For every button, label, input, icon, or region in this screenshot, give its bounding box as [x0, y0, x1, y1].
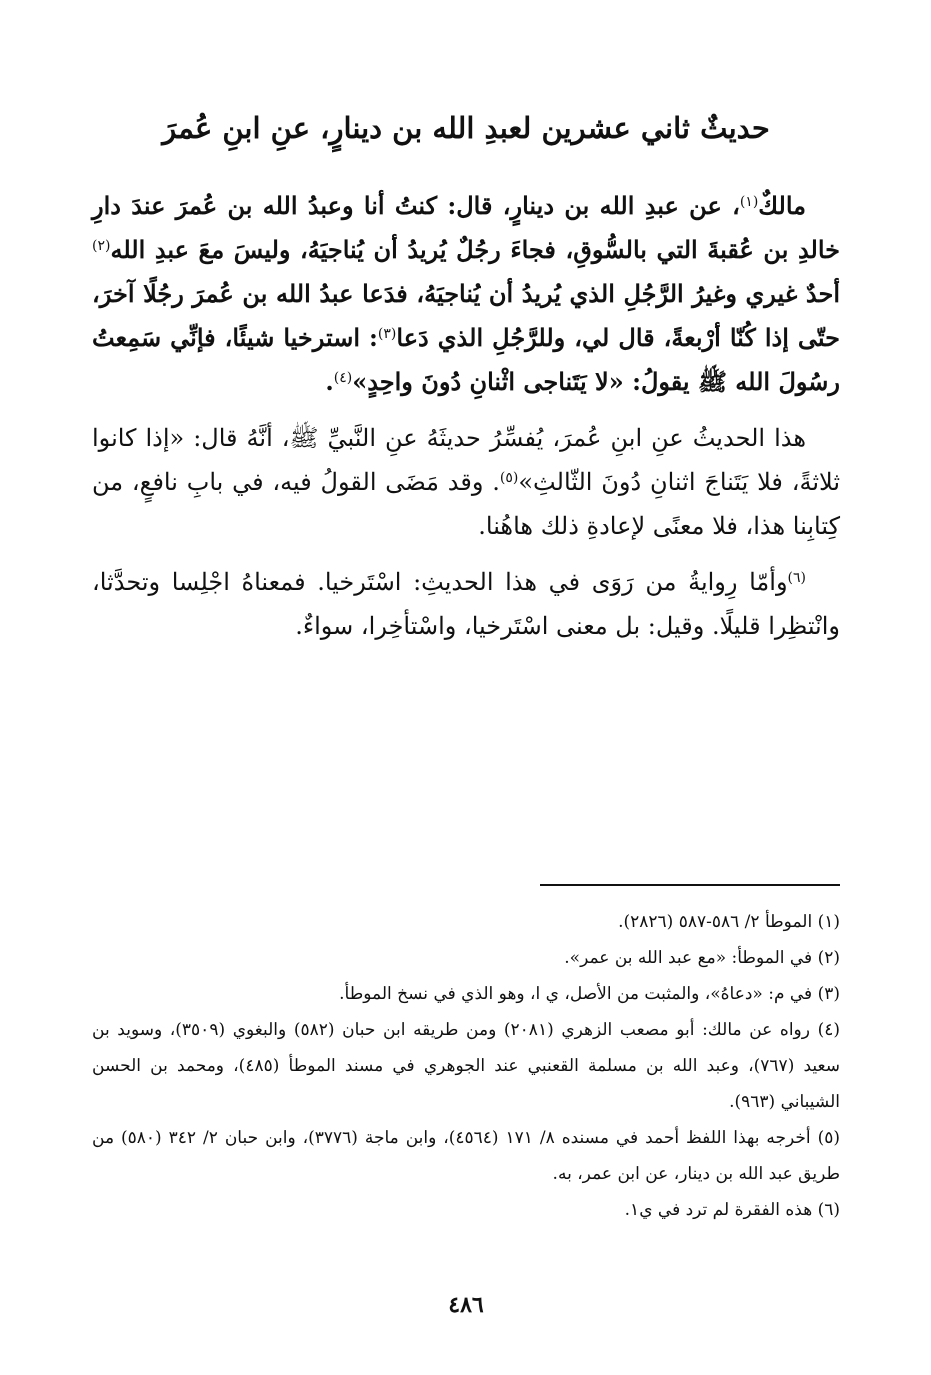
paragraph-riwaya [92, 560, 840, 648]
footnote-2: (٢) في الموطأ: «مع عبد الله بن عمر». [564, 948, 840, 968]
footnote-ref[interactable]: (٣) [377, 326, 397, 342]
footnote-ref[interactable]: (٢) [92, 238, 111, 254]
footnote-4: (٤) رواه عن مالك: أبو مصعب الزهري (٢٠٨١) ومن طريقه ابن حبان (٥٨٢) والبغوي (٣٥٠٩)، وسويد بن سعيد (٧٦٧)، وعبد الله بن مسلمة القعنبي عند الجوهري في مسند الموطأ (٤٨٥)، ومحمد بن الحسن الشيباني (٩٦٣). [92, 1020, 840, 1112]
text-segment: مالكٌ [758, 191, 806, 220]
text-segment: . وقد مَضَى القولُ فيه، في بابِ نافعٍ، من كِتابِنا هذا، فلا معنًى لإعادةِ ذلك هاهُنا. [92, 468, 840, 540]
footnote-ref[interactable]: (١) [739, 194, 759, 210]
footnote-3: (٣) في م: «دعاهُ»، والمثبت من الأصل، ي ا، وهو الذي في نسخ الموطأ. [339, 984, 840, 1004]
paragraph-commentary [92, 416, 840, 548]
footnote-ref[interactable]: (٤) [333, 370, 353, 386]
paragraph-hadith-text [92, 184, 840, 404]
footnote-ref[interactable]: (٦) [787, 570, 806, 586]
footnote-5: (٥) أخرجه بهذا اللفظ أحمد في مسنده ٨/ ١٧١ (٤٥٦٤)، وابن ماجة (٣٧٧٦)، وابن حبان ٢/ ٣٤٢ (٥٨٠) من طريق عبد الله بن دينار، عن ابن عمر، به. [92, 1128, 841, 1184]
footnote-6: (٦) هذه الفقرة لم ترد في ي١. [624, 1200, 840, 1220]
page-number: ٤٨٦ [448, 1292, 484, 1318]
text-segment: ، عن عبدِ الله بن دينارٍ، قال: كنتُ أنا وعبدُ الله بن عُمرَ عندَ دارِ خالدِ بن عُقبةَ التي بالسُّوقِ، فجاءَ رجُلٌ يُريدُ أن يُناجيَهُ، وليسَ معَ عبدِ الله [92, 191, 840, 264]
book-page [92, 96, 840, 1346]
footnotes-section [92, 904, 840, 1228]
text-segment: أحدٌ غيري وغيرُ الرَّجُلِ الذي يُريدُ أن يُناجيَهُ، فدَعا عبدُ الله بن عُمرَ رجُلًا آخرَ، حتّى إذا كُنّا أرْبعةً، قال لي، وللرَّجُلِ الذي دَعا [92, 279, 840, 352]
text-segment: وأمّا رِوايةُ من رَوَى في هذا الحديثِ: اسْتَرخيا. فمعناهُ اجْلِسا وتحدَّثا، وانْتظِرا قليلًا. وقيل: بل معنى اسْتَرخيا، واسْتأخِرا، سواءٌ. [92, 568, 840, 640]
footnote-1: (١) الموطأ ٢/ ٥٨٦-٥٨٧ (٢٨٢٦). [618, 912, 840, 932]
text-segment: . [325, 367, 334, 396]
text-segment: هذا الحديثُ عنِ ابنِ عُمرَ، يُفسِّرُ حديثَهُ عنِ النَّبيِّ ﷺ، أنَّهُ قال: «إذا كانوا ثلاثةً، فلا يَتَناجَ اثنانِ دُونَ الثّالثِ» [92, 424, 841, 496]
hadith-title: حديثٌ ثاني عشرين لعبدِ الله بن دينارٍ، عنِ ابنِ عُمرَ [162, 111, 770, 145]
footnote-ref[interactable]: (٥) [499, 470, 519, 486]
text-segment: : استرخيا شيئًا، فإنِّي سَمِعتُ رسُولَ الله ﷺ يقولُ: «لا يَتَناجى اثْنانِ دُونَ واحِدٍ» [92, 323, 840, 396]
footnote-divider [540, 884, 840, 886]
